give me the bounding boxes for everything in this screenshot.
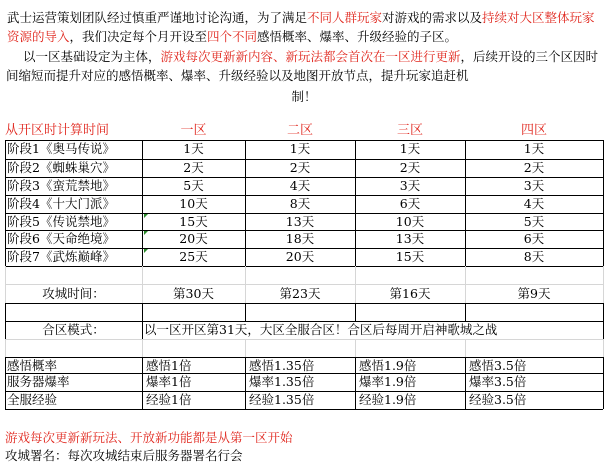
- stage-label: 阶段3《蛮荒禁地》: [7, 178, 115, 193]
- merge-text: 以一区开区第31天，大区全服合区！合区后每周开启神歌城之战: [144, 322, 498, 337]
- intro-text: 对游戏的需求以及: [382, 10, 483, 25]
- stage-value: 6天: [523, 231, 545, 246]
- stage-value: 6天: [399, 196, 421, 211]
- intro-highlight: 游戏每次更新新内容、新玩法都会首次在一区进行更新: [160, 49, 461, 64]
- column-header: 从开区时计算时间: [5, 123, 110, 138]
- stage-label: 阶段2《蜘蛛巢穴》: [7, 160, 115, 175]
- rate-value: 经验3.5倍: [469, 392, 527, 407]
- rate-value: 感悟1.35倍: [249, 358, 315, 373]
- intro-text: 武士运营策划团队经过慎重严谨地讨论沟通，为了满足: [7, 10, 308, 25]
- stage-value: 4天: [289, 178, 311, 193]
- stage-value: 3天: [399, 178, 421, 193]
- rate-label: 服务器爆率: [7, 374, 70, 389]
- rate-value: 爆率1.9倍: [359, 374, 417, 389]
- siege-value: 第30天: [173, 286, 214, 301]
- grid-line: [465, 303, 466, 321]
- intro-text: 以一区基础设定为主体，: [23, 49, 161, 64]
- rate-value: 爆率3.5倍: [469, 374, 527, 389]
- rate-value: 感悟1.9倍: [359, 358, 417, 373]
- grid-line: [465, 357, 466, 409]
- stage-value: 5天: [183, 178, 204, 193]
- stage-value: 13天: [285, 214, 315, 229]
- intro-highlight: 不同人群玩家: [307, 10, 383, 25]
- grid-line: [5, 140, 6, 266]
- stage-value: 13天: [395, 231, 425, 246]
- column-header: 四区: [520, 123, 547, 138]
- grid-line: [245, 339, 246, 357]
- grid-line: [355, 357, 356, 409]
- stage-label: 阶段6《天命绝境》: [7, 231, 115, 246]
- grid-line: [603, 321, 604, 339]
- stage-value: 1天: [289, 141, 311, 156]
- intro-text: 制！: [291, 89, 317, 104]
- grid-line: [5, 303, 603, 304]
- stage-value: 4天: [523, 196, 545, 211]
- cell-marker-icon: [144, 249, 148, 253]
- stage-value: 8天: [289, 196, 311, 211]
- stage-label: 阶段1《奥马传说》: [7, 141, 115, 156]
- grid-line: [5, 339, 603, 340]
- stage-value: 2天: [289, 160, 311, 175]
- stage-value: 3天: [523, 178, 545, 193]
- footer-sign: 攻城署名：每次攻城结束后服务器署名行会: [5, 448, 243, 463]
- intro-text: ，我们决定每个月开设至: [69, 29, 208, 44]
- stage-value: 1天: [399, 141, 421, 156]
- siege-value: 第23天: [279, 286, 321, 301]
- grid-line: [5, 409, 603, 410]
- stage-value: 1天: [523, 141, 545, 156]
- grid-line: [142, 357, 143, 409]
- grid-line: [355, 303, 356, 321]
- cell-marker-icon: [144, 231, 148, 235]
- rate-value: 爆率1.35倍: [249, 374, 315, 389]
- siege-value: 第16天: [389, 286, 431, 301]
- column-header: 一区: [180, 123, 207, 138]
- stage-value: 2天: [183, 160, 204, 175]
- siege-label: 攻城时间：: [42, 286, 105, 301]
- rate-label: 全服经验: [7, 392, 58, 407]
- grid-line: [465, 339, 466, 357]
- stage-value: 10天: [179, 196, 208, 211]
- intro-highlight: 持续对大区整体玩家资源的导入: [7, 10, 595, 44]
- stage-label: 阶段5《传说禁地》: [7, 214, 115, 229]
- intro-paragraph-1: [7, 8, 603, 46]
- grid-line: [142, 339, 143, 357]
- grid-line: [603, 357, 604, 409]
- rate-value: 感悟3.5倍: [469, 358, 527, 373]
- grid-line: [245, 357, 246, 409]
- grid-line: [245, 303, 246, 321]
- column-header: 三区: [396, 123, 423, 138]
- stage-label: 阶段7《武炼巅峰》: [7, 249, 115, 264]
- grid-line: [603, 339, 604, 357]
- grid-line: [603, 303, 604, 321]
- rate-value: 经验1.9倍: [359, 392, 417, 407]
- siege-value: 第9天: [517, 286, 551, 301]
- rate-value: 经验1倍: [146, 392, 192, 407]
- rate-value: 感悟1倍: [146, 358, 192, 373]
- intro-paragraph-2: [6, 47, 602, 85]
- grid-line: [603, 140, 604, 266]
- grid-line: [5, 266, 603, 267]
- grid-line: [5, 339, 6, 357]
- stage-value: 18天: [285, 231, 315, 246]
- stage-value: 8天: [523, 249, 545, 264]
- grid-line: [5, 357, 6, 409]
- stage-value: 2天: [399, 160, 421, 175]
- stage-label: 阶段4《十大门派》: [7, 196, 115, 211]
- footer-note: 游戏每次更新新玩法、开放新功能都是从第一区开始: [5, 430, 293, 445]
- stage-value: 1天: [183, 141, 204, 156]
- intro-text: 感悟概率、爆率、升级经验的子区。: [257, 29, 458, 44]
- stage-value: 20天: [179, 231, 208, 246]
- stage-value: 25天: [179, 249, 208, 264]
- merge-label: 合区模式：: [42, 322, 105, 337]
- intro-highlight: 四个不同: [207, 29, 258, 44]
- grid-line: [355, 339, 356, 357]
- stage-value: 5天: [523, 214, 545, 229]
- grid-line: [142, 321, 143, 339]
- rate-value: 爆率1倍: [146, 374, 192, 389]
- column-header: 二区: [286, 123, 313, 138]
- stage-value: 15天: [179, 214, 208, 229]
- intro-text: ，后续开设的三个区因时间缩短而提升对应的感悟概率、爆率、升级经验以及地图开放节点，提升玩家追赶机: [6, 49, 599, 83]
- stage-value: 10天: [395, 214, 425, 229]
- stage-value: 15天: [395, 249, 425, 264]
- grid-line: [5, 303, 6, 321]
- cell-marker-icon: [144, 214, 148, 218]
- stage-value: 20天: [285, 249, 315, 264]
- grid-line: [603, 266, 604, 303]
- intro-paragraph-3: [6, 87, 602, 106]
- grid-line: [142, 303, 143, 321]
- rate-label: 感悟概率: [7, 358, 58, 373]
- stage-value: 2天: [523, 160, 545, 175]
- rate-value: 经验1.35倍: [249, 392, 315, 407]
